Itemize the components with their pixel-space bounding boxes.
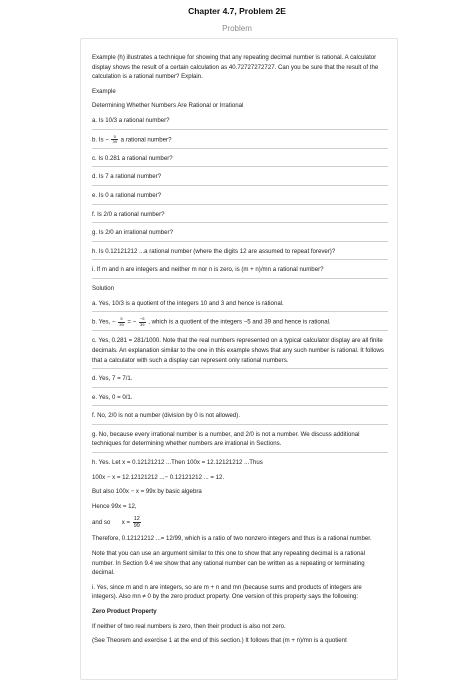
solution-b-fraction-2 <box>139 317 146 327</box>
zero-product-property-text: If neither of two real numbers is zero, then their product is also not zero. <box>92 622 286 630</box>
solution-g: g. No, because every irrational number is a number, and 2/0 is not a number. We discuss additional techniques for determining whether numbers are irrational in Sections. <box>92 430 388 453</box>
fraction-denominator: 39 <box>119 321 124 327</box>
fraction-denominator: 39 <box>139 321 145 327</box>
example-heading: Determining Whether Numbers Are Rational or Irrational <box>92 102 244 110</box>
fraction-denominator: 39 <box>112 139 117 145</box>
question-b-pre: b. Is − <box>92 136 109 144</box>
solution-h5-fraction <box>133 516 141 529</box>
solution-h5-lhs: x = <box>121 519 131 527</box>
question-i: i. If m and n are integers and neither m nor n is zero, is (m + n)/mn a rational number? <box>92 265 388 279</box>
solution-h-line-2: 100x − x = 12.12121212 ...− 0.12121212 ... = 12. <box>92 473 225 481</box>
problem-content <box>92 53 388 651</box>
fraction-numerator: −5 <box>139 316 145 322</box>
solution-d: d. Yes, 7 = 7/1. <box>92 374 388 388</box>
solution-label: Solution <box>92 284 115 292</box>
solution-b-post: , which is a quotient of the integers −5 and 39 and hence is rational. <box>148 318 331 326</box>
zero-product-property-heading: Zero Product Property <box>92 608 157 615</box>
solution-h-line-3: But also 100x − x = 99x by basic algebra <box>92 488 202 496</box>
question-h: h. Is 0.12121212 ...a rational number (where the digits 12 are assumed to repeat forever)? <box>92 247 388 261</box>
question-e: e. Is 0 a rational number? <box>92 191 388 205</box>
problem-intro: Example (h) illustrates a technique for showing that any repeating decimal number is rational. A calculator display shows the result of a certain calculation as 40.72727272727. Can you be sure that the result of the calculation is a rational number? Explain. <box>92 54 379 81</box>
solution-h-line-5 <box>92 516 388 529</box>
question-b-fraction <box>111 135 117 145</box>
solution-i-line-2: (See Theorem and exercise 1 at the end of this section.) It follows that (m + n)/mn is a quotient <box>92 637 347 645</box>
section-subtitle: Problem <box>222 24 252 33</box>
question-g: g. Is 2/0 an irrational number? <box>92 228 388 242</box>
solution-a: a. Yes, 10/3 is a quotient of the integers 10 and 3 and hence is rational. <box>92 299 388 313</box>
question-f: f. Is 2/0 a rational number? <box>92 210 388 224</box>
solution-b-fraction-1 <box>118 317 124 327</box>
solution-b-pre: b. Yes, − <box>92 318 116 326</box>
question-b-post: a rational number? <box>120 136 172 144</box>
question-b <box>92 135 388 149</box>
solution-h-line-7: Note that you can use an argument similar to this one to show that any repeating decimal is a rational number. In Section 9.4 we show that any rational number can be written as a repeating or terminating decimal. <box>92 550 366 577</box>
fraction-numerator: 5 <box>118 317 124 323</box>
solution-h-line-6: Therefore, 0.12121212 ...= 12/99, which is a ratio of two nonzero integers and thus is a rational number. <box>92 535 372 543</box>
solution-h5-pre: and so <box>92 519 111 527</box>
question-a: a. Is 10/3 a rational number? <box>92 116 388 130</box>
solution-h-line-4: Hence 99x = 12, <box>92 502 137 510</box>
page-title: Chapter 4.7, Problem 2E <box>188 6 286 16</box>
solution-h-line-1: h. Yes. Let x = 0.12121212 ...Then 100x = 12.12121212 ...Thus <box>92 459 263 467</box>
solution-f: f. No, 2/0 is not a number (division by 0 is not allowed). <box>92 411 388 425</box>
question-c: c. Is 0.281 a rational number? <box>92 154 388 168</box>
solution-b-mid: = − <box>127 318 137 326</box>
solution-c: c. Yes, 0.281 = 281/1000. Note that the real numbers represented on a typical calculator display are all finite decimals. An explanation similar to the one in this example shows that any such number is rational. It follows that a calculator with such a display can represent only rational numbers. <box>92 336 388 369</box>
question-d: d. Is 7 a rational number? <box>92 172 388 186</box>
solution-b <box>92 317 388 331</box>
fraction-numerator: 12 <box>133 516 140 523</box>
fraction-denominator: 99 <box>133 523 140 530</box>
example-label: Example <box>92 87 116 95</box>
fraction-numerator: 5 <box>111 135 117 141</box>
solution-e: e. Yes, 0 = 0/1. <box>92 393 388 407</box>
solution-i-line-1: i. Yes, since m and n are integers, so are m + n and mn (because sums and products of integers are integers). Also mn ≠ 0 by the zero product property. One version of this property says the following: <box>92 583 362 601</box>
